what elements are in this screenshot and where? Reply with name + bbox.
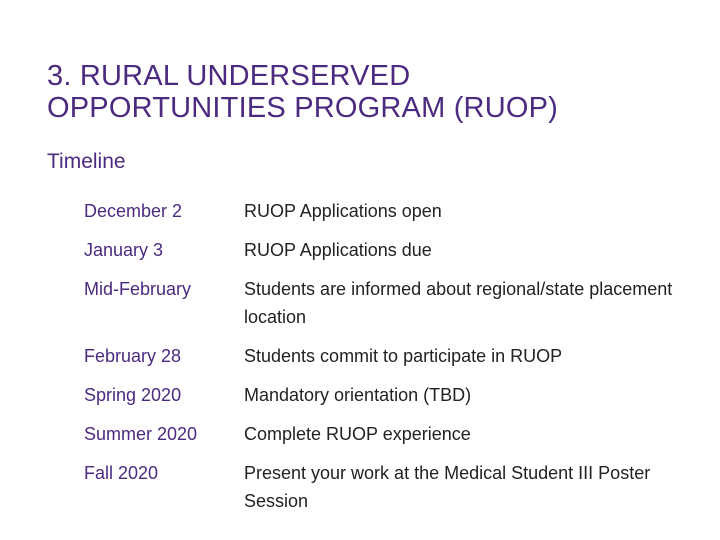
timeline-row [84, 236, 684, 275]
timeline-row [84, 342, 684, 381]
timeline-date: December 2 [84, 201, 183, 221]
timeline-row [84, 420, 684, 459]
timeline-date: February 28 [84, 346, 182, 366]
timeline-event: RUOP Applications open [244, 201, 442, 221]
title-line-2: OPPORTUNITIES PROGRAM (RUOP) [47, 92, 558, 124]
timeline-date: Spring 2020 [84, 385, 182, 405]
timeline-heading: Timeline [47, 150, 126, 173]
timeline-date: Fall 2020 [84, 463, 159, 483]
timeline-event: Present your work at the Medical Student III Poster Session [244, 463, 651, 511]
timeline-table [84, 197, 684, 515]
title-line-1: 3. RURAL UNDERSERVED [47, 60, 411, 92]
page-title [47, 60, 687, 124]
timeline-date: January 3 [84, 240, 164, 260]
timeline-row [84, 381, 684, 420]
timeline-event: Students commit to participate in RUOP [244, 346, 563, 366]
timeline-event: RUOP Applications due [244, 240, 432, 260]
timeline-date: Mid-February [84, 279, 192, 299]
timeline-row [84, 459, 684, 515]
timeline-event: Mandatory orientation (TBD) [244, 385, 472, 405]
timeline-row [84, 275, 684, 342]
timeline-event: Students are informed about regional/state placement location [244, 279, 673, 327]
timeline-event: Complete RUOP experience [244, 424, 471, 444]
timeline-row [84, 197, 684, 236]
timeline-date: Summer 2020 [84, 424, 198, 444]
